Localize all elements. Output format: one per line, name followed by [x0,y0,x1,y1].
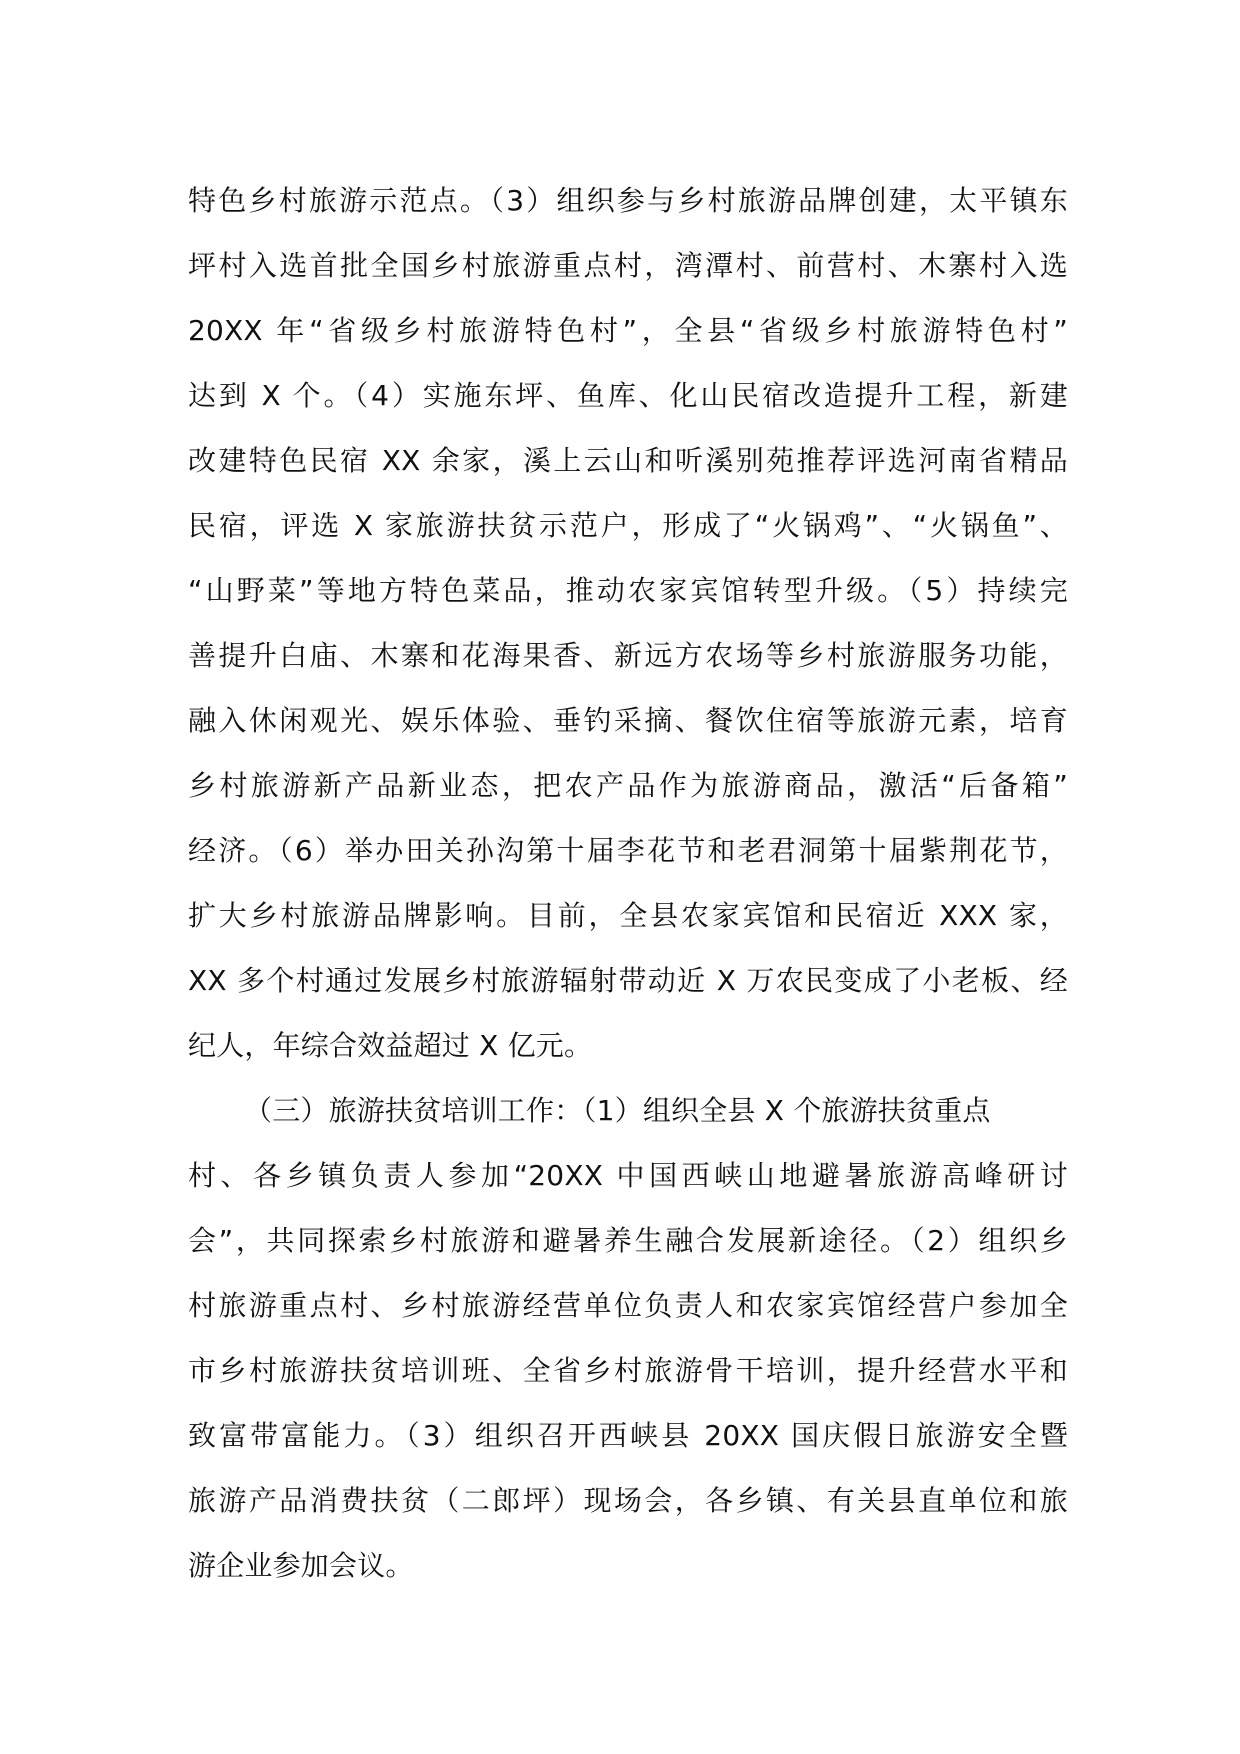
body-text [188,168,1068,1598]
text-line: 20XX 年“省级乡村旅游特色村”，全县“省级乡村旅游特色村” [188,314,1068,347]
text-line: 市乡村旅游扶贫培训班、全省乡村旅游骨干培训，提升经营水平和 [188,1354,1068,1387]
text-line: 经济。（6）举办田关孙沟第十届李花节和老君洞第十届紫荆花节， [188,834,1068,867]
text-line: 特色乡村旅游示范点。（3）组织参与乡村旅游品牌创建，太平镇东 [188,184,1068,217]
text-line: 旅游产品消费扶贫（二郎坪）现场会，各乡镇、有关县直单位和旅 [188,1484,1068,1517]
text-line: 达到 X 个。（4）实施东坪、鱼库、化山民宿改造提升工程，新建 [188,379,1068,412]
text-line: 纪人，年综合效益超过 X 亿元。 [188,1029,593,1062]
text-line: 坪村入选首批全国乡村旅游重点村，湾潭村、前营村、木寨村入选 [188,249,1068,282]
text-line: XX 多个村通过发展乡村旅游辐射带动近 X 万农民变成了小老板、经 [188,964,1068,997]
text-line: 民宿，评选 X 家旅游扶贫示范户，形成了“火锅鸡”、“火锅鱼”、 [188,509,1068,542]
text-line: 会”，共同探索乡村旅游和避暑养生融合发展新途径。（2）组织乡 [188,1224,1068,1257]
text-line: “山野菜”等地方特色菜品，推动农家宾馆转型升级。（5）持续完 [188,574,1068,607]
text-line: 融入休闲观光、娱乐体验、垂钓采摘、餐饮住宿等旅游元素，培育 [188,704,1068,737]
text-line: 村旅游重点村、乡村旅游经营单位负责人和农家宾馆经营户参加全 [188,1289,1068,1322]
text-line: 村、各乡镇负责人参加“20XX 中国西峡山地避暑旅游高峰研讨 [188,1159,1068,1192]
section-heading-line: （三）旅游扶贫培训工作：（1）组织全县 X 个旅游扶贫重点 [244,1094,991,1127]
text-line: 游企业参加会议。 [188,1549,414,1582]
text-line: 扩大乡村旅游品牌影响。目前，全县农家宾馆和民宿近 XXX 家， [188,899,1068,932]
text-line: 致富带富能力。（3）组织召开西峡县 20XX 国庆假日旅游安全暨 [188,1419,1068,1452]
text-line: 乡村旅游新产品新业态，把农产品作为旅游商品，激活“后备箱” [188,769,1068,802]
text-line: 改建特色民宿 XX 余家，溪上云山和听溪别苑推荐评选河南省精品 [188,444,1068,477]
text-line: 善提升白庙、木寨和花海果香、新远方农场等乡村旅游服务功能， [188,639,1068,672]
